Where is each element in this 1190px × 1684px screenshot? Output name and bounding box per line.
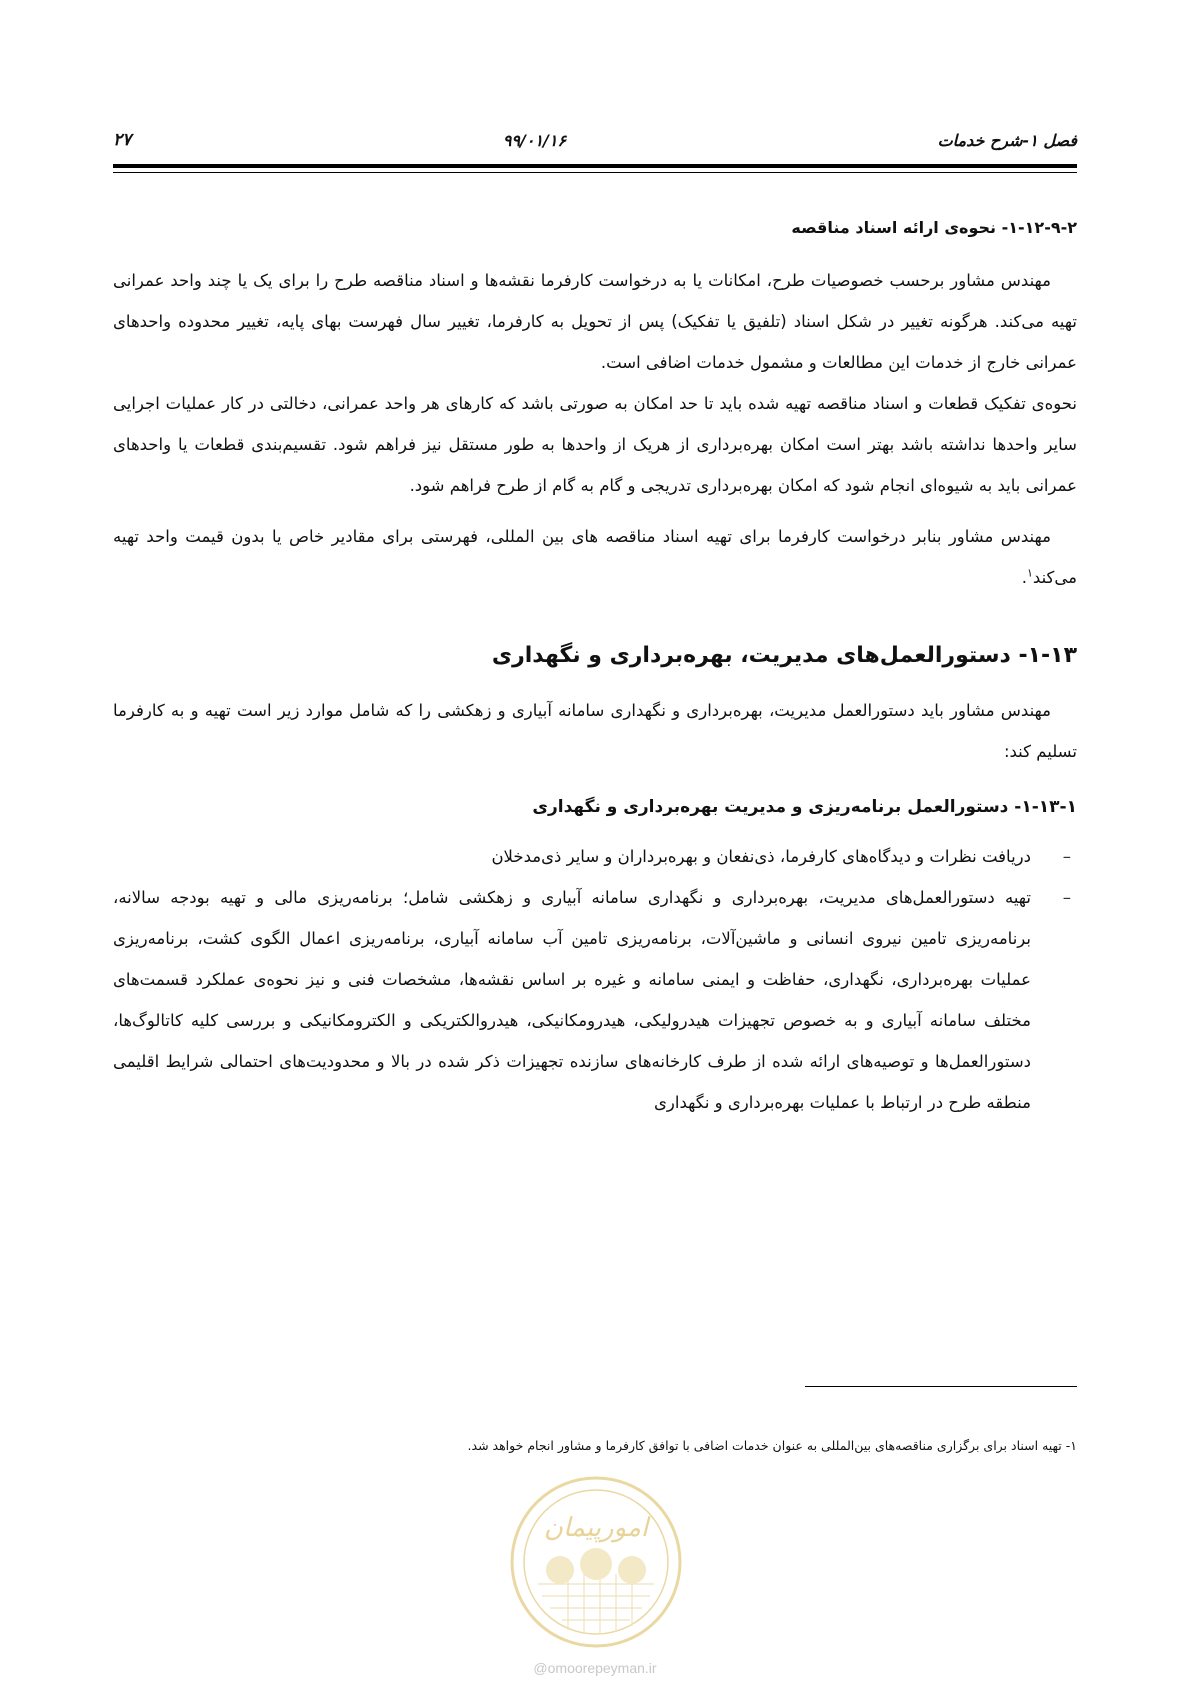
section-heading-1-13: ۱-۱۳- دستورالعمل‌های مدیریت، بهره‌برداری و نگهداری	[491, 643, 1077, 668]
header-date: ۹۹/۰۱/۱۶	[502, 130, 567, 150]
list-item: – تهیه دستورالعمل‌های مدیریت، بهره‌برداری و نگهداری سامانه آبیاری و زهکشی شامل؛ برنامه‌ریزی مالی و تهیه بودجه سالانه، برنامه‌ریزی تامین نیروی انسانی و ماشین‌آلات، برنامه‌ریزی تامین آب سامانه آبیاری، برنامه‌ریزی اعمال الگوی کشت، برنامه‌ریزی عملیات بهره‌برداری، نگهداری، حفاظت و ایمنی سامانه و غیره بر اساس نقشه‌ها، مشخصات فنی و نیز نحوه‌ی عملکرد قسمت‌های مختلف سامانه آبیاری و به خصوص تجهیزات هیدرولیکی، هیدرومکانیکی، هیدروالکتریکی و الکترومکانیکی و بررسی کلیه کاتالوگ‌ها، دستورالعمل‌ها و توصیه‌های ارائه شده از طرف کارخانه‌های سازنده تجهیزات ذکر شده در بالا و محدودیت‌های احتمالی شرایط اقلیمی منطقه طرح در ارتباط با عملیات بهره‌برداری و نگهداری	[113, 877, 1031, 1123]
bullet-list	[113, 836, 1077, 1123]
paragraph: مهندس مشاور برحسب خصوصیات طرح، امکانات یا به درخواست کارفرما نقشه‌ها و اسناد مناقصه طرح را برای یک یا چند واحد عمرانی تهیه می‌کند. هرگونه تغییر در شکل اسناد (تلفیق یا تفکیک) پس از تحویل به کارفرما، تغییر سال فهرست بهای پایه، تغییر محدوده واحدهای عمرانی خارج از خدمات این مطالعات و مشمول خدمات اضافی است.	[113, 271, 1077, 372]
paragraph: نحوه‌ی تفکیک قطعات و اسناد مناقصه تهیه شده باید تا حد امکان به صورتی باشد که کارهای هر واحد عمرانی، دخالتی در کار عملیات اجرایی سایر واحدها نداشته باشد بهتر است امکان بهره‌برداری از هریک از واحدها به طور مستقل نیز فراهم شود. تقسیم‌بندی قطعات یا واحدهای عمرانی باید به شیوه‌ای انجام شود که امکان بهره‌برداری تدریجی و گام به گام از طرح فراهم شود.	[113, 394, 1077, 495]
watermark-logo	[508, 1474, 684, 1650]
page-body	[113, 214, 1077, 1123]
page-header	[113, 126, 1077, 154]
paragraph-end: .	[1021, 568, 1027, 587]
header-rule-thin	[113, 172, 1077, 173]
chapter-title: فصل ۱-شرح خدمات	[937, 130, 1077, 150]
section-heading-1-13-1: ۱-۱۳-۱- دستورالعمل برنامه‌ریزی و مدیریت بهره‌برداری و نگهداری	[532, 797, 1077, 817]
paragraph: مهندس مشاور باید دستورالعمل مدیریت، بهره‌برداری و نگهداری سامانه آبیاری و زهکشی را که شامل موارد زیر است تهیه و به کارفرما تسلیم کند:	[113, 701, 1077, 761]
footnote-marker: ۱	[1026, 566, 1033, 580]
footnote: ۱- تهیه اسناد برای برگزاری مناقصه‌های بین‌المللی به عنوان خدمات اضافی با توافق کارفرما و مشاور انجام خواهد شد.	[467, 1438, 1077, 1453]
footnote-separator	[805, 1386, 1077, 1387]
paragraph-text: مهندس مشاور بنابر درخواست کارفرما برای تهیه اسناد مناقصه های بین المللی، فهرستی برای مقادیر خاص یا بدون قیمت واحد تهیه می‌کند	[113, 527, 1077, 587]
watermark-site: @omoorepeyman.ir	[533, 1660, 657, 1676]
header-rule-thick	[113, 164, 1077, 168]
list-item: – دریافت نظرات و دیدگاه‌های کارفرما، ذی‌نفعان و بهره‌برداران و سایر ذی‌مدخلان	[113, 836, 1031, 877]
watermark-logo-text: امورپیمان	[543, 1513, 649, 1543]
paragraph-with-footnote	[113, 516, 1077, 598]
page-number: ۲۷	[113, 130, 132, 150]
section-heading-1-12-9-2: ۱-۱۲-۹-۲- نحوه‌ی ارائه اسناد مناقصه	[791, 218, 1077, 237]
